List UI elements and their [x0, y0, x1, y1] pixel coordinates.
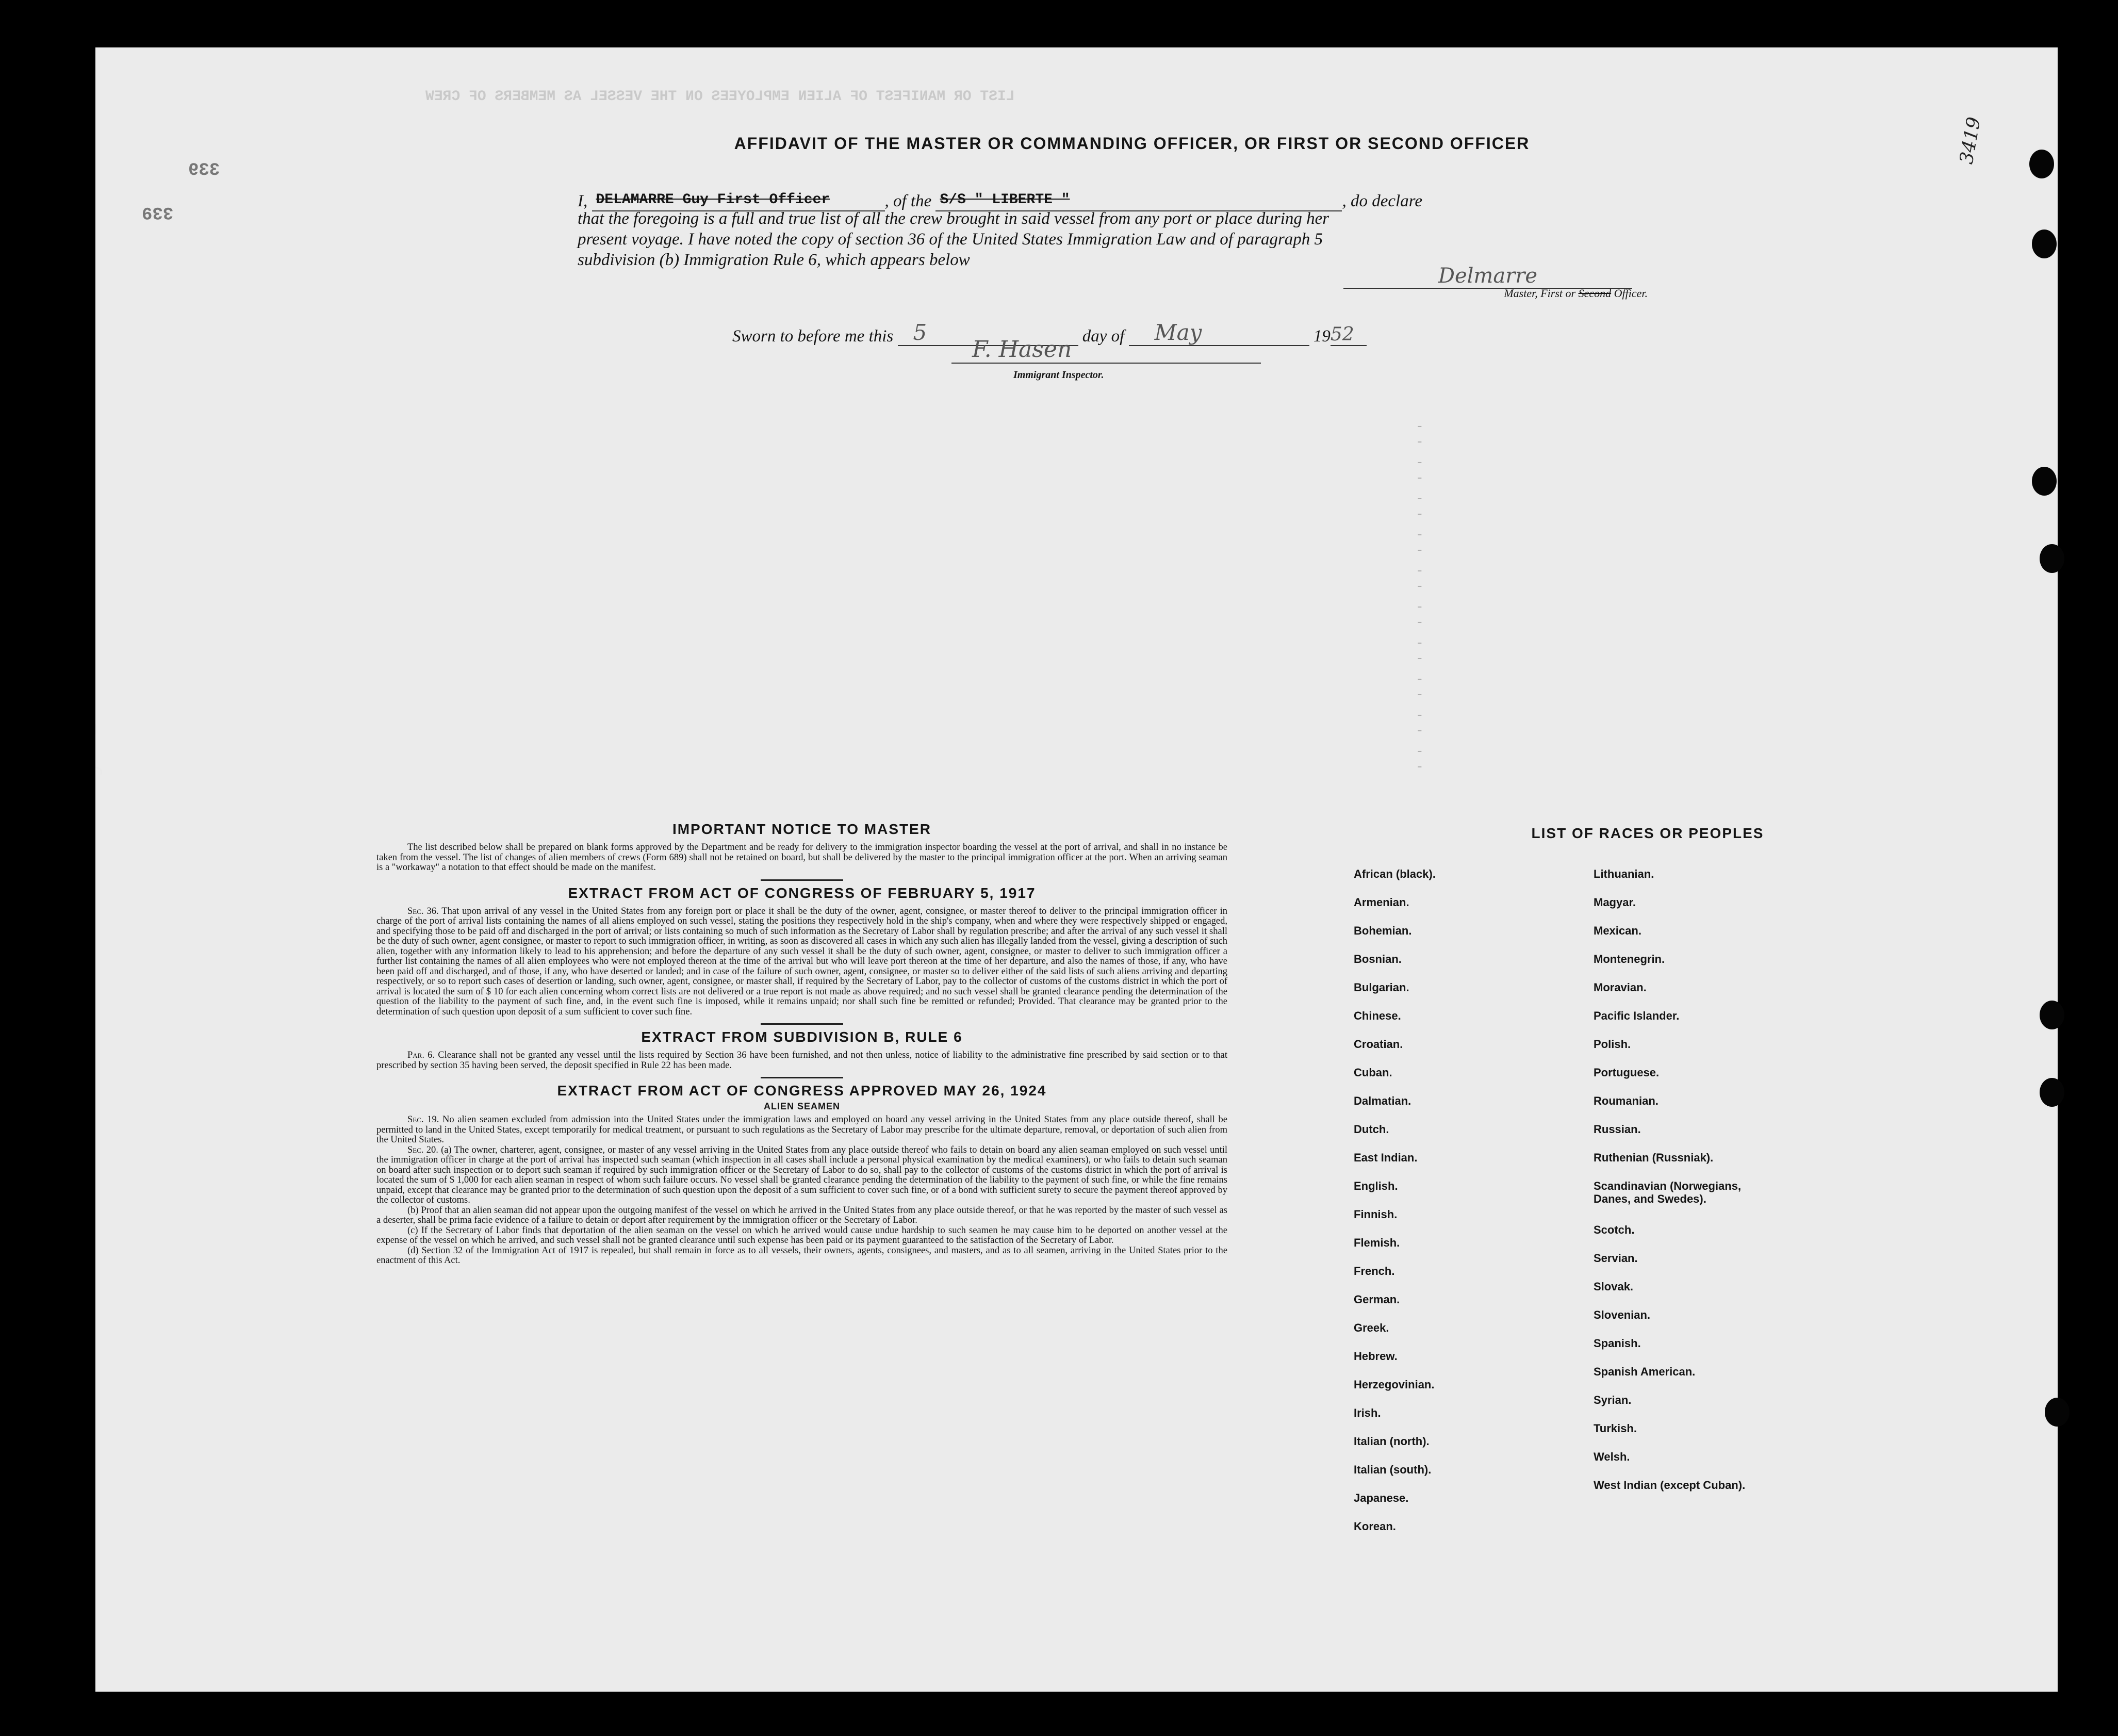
- race-item: Spanish American.: [1594, 1365, 1696, 1378]
- race-item: Croatian.: [1354, 1038, 1403, 1051]
- sec20-label: Sec. 20.: [407, 1144, 438, 1155]
- rule-6-body: [376, 1051, 1227, 1071]
- race-item: Portuguese.: [1594, 1066, 1660, 1079]
- divider: [761, 1023, 843, 1025]
- punch-hole: [2040, 544, 2064, 573]
- act-1917-body: [376, 907, 1227, 1018]
- affidavit-line-2: that the foregoing is a full and true list of all the crew brought in said vessel from any port or place during her: [578, 209, 1329, 228]
- race-item: Moravian.: [1594, 981, 1647, 994]
- race-item: German.: [1354, 1293, 1400, 1306]
- master-signature: Delmarre: [1343, 264, 1632, 289]
- race-item: English.: [1354, 1180, 1398, 1192]
- rule-6-text: Clearance shall not be granted any vessel until the lists required by Section 36 have been furnished, and not then unless, notice of liability to the administrative fine prescribed by said section or to that prescribed by section 35 having been served, the deposit specified in Rule 22 has been made.: [376, 1050, 1228, 1071]
- race-item: Lithuanian.: [1594, 867, 1654, 880]
- sec19-text: No alien seamen excluded from admission into the United States under the immigration laws and employed on board any vessel arriving in the United States from any place outside thereof, shall be permitted to land in the United States, except temporarily for medical treatment, or pursuant to such regulations as the Secretary of Labor may prescribe for the ultimate departure, removal, or deportation of such alien from the United States.: [376, 1115, 1227, 1145]
- act-1917-section: Sec. 36.: [407, 906, 439, 916]
- race-item: Cuban.: [1354, 1066, 1392, 1079]
- race-item: Herzegovinian.: [1354, 1378, 1435, 1391]
- race-item: Roumanian.: [1594, 1094, 1659, 1107]
- vessel-prefix: , of the: [884, 192, 932, 210]
- race-item: Bulgarian.: [1354, 981, 1409, 994]
- sec20a-text: (a) The owner, charterer, agent, consignee, or master of any vessel arriving in the United States from any place outside thereof who fails to detain on board any alien seaman employed on such vessel until the immigration officer in charge at the port of arrival has inspected such seaman (which inspection in all cases shall include a personal physical examination by the medical examiners), or who fails to detain such seaman on board after such inspection or to deport such seaman if required by such immigration officer or the Secretary of Labor to do so, shall pay to the collector of customs of the customs district in which the port of arrival is located the sum of $ 1,000 for each alien seaman in respect of whom such failure occurs. No vessel shall be granted clearance pending the determination of the liability to the payment of such fine, or while the fine remains unpaid, except that clearance may be granted prior to the determination of such question upon the deposit of a sum sufficient to cover such fine, or of a bond with sufficient surety to secure the payment thereof approved by the collector of customs.: [376, 1144, 1228, 1205]
- year-prefix: 19: [1313, 327, 1331, 346]
- race-item: Japanese.: [1354, 1492, 1409, 1504]
- inspector-signature: F. Hasen: [951, 336, 1261, 364]
- race-item: Montenegrin.: [1594, 953, 1665, 965]
- race-item: Polish.: [1594, 1038, 1631, 1051]
- act-1924-sec19: [376, 1115, 1227, 1145]
- act-1924-title: EXTRACT FROM ACT OF CONGRESS APPROVED MAY 26, 1924: [557, 1083, 1047, 1099]
- race-item: Bohemian.: [1354, 924, 1412, 937]
- pencil-squiggle: [95, 708, 106, 780]
- divider: [761, 1077, 843, 1078]
- officer-name: DELAMARRE Guy First Officer: [596, 192, 830, 208]
- race-item: Ruthenian (Russniak).: [1594, 1151, 1714, 1164]
- bleed-through-title: LIST OR MANIFEST OF ALIEN EMPLOYEES ON THE VESSEL AS MEMBERS OF CREW: [425, 89, 1015, 105]
- punch-hole: [2032, 230, 2057, 258]
- act-1917-title: EXTRACT FROM ACT OF CONGRESS OF FEBRUARY 5, 1917: [568, 885, 1036, 901]
- race-item: Mexican.: [1594, 924, 1641, 937]
- declarant-prefix: I,: [578, 192, 588, 210]
- day-of-text: day of: [1082, 327, 1125, 346]
- race-item: Servian.: [1594, 1252, 1638, 1265]
- legal-notices: [376, 821, 1227, 1266]
- race-item: Scotch.: [1594, 1223, 1635, 1236]
- inspector-caption: Immigrant Inspector.: [1013, 369, 1104, 381]
- race-item: Hebrew.: [1354, 1350, 1398, 1363]
- race-item: Slovak.: [1594, 1280, 1634, 1293]
- race-item: Armenian.: [1354, 896, 1409, 909]
- sworn-day: 5: [898, 320, 1078, 346]
- affidavit-title: AFFIDAVIT OF THE MASTER OR COMMANDING OFFICER, OR FIRST OR SECOND OFFICER: [734, 134, 1530, 153]
- master-caption-a: Master, First or: [1504, 287, 1576, 300]
- race-item: African (black).: [1354, 867, 1436, 880]
- race-item: Chinese.: [1354, 1009, 1401, 1022]
- punch-hole: [2032, 467, 2057, 496]
- race-item: Scandinavian (Norwegians, Danes, and Swedes).: [1594, 1180, 1742, 1205]
- race-item: East Indian.: [1354, 1151, 1418, 1164]
- punch-hole: [2040, 1001, 2064, 1029]
- race-item: Italian (north).: [1354, 1435, 1430, 1448]
- race-item: Magyar.: [1594, 896, 1636, 909]
- race-item: Bosnian.: [1354, 953, 1402, 965]
- page-stamp: 339: [142, 202, 174, 222]
- race-item: Syrian.: [1594, 1394, 1632, 1406]
- page-stamp-mirrored: 339: [188, 161, 220, 181]
- affidavit-line-4: subdivision (b) Immigration Rule 6, which appears below: [578, 251, 970, 269]
- race-item: Korean.: [1354, 1520, 1396, 1533]
- rule-6-title: EXTRACT FROM SUBDIVISION B, RULE 6: [641, 1029, 963, 1045]
- sec19-label: Sec. 19.: [407, 1115, 439, 1125]
- race-item: Slovenian.: [1594, 1308, 1651, 1321]
- act-1924-subtitle: ALIEN SEAMEN: [763, 1101, 840, 1111]
- handwritten-corner-mark: 3419: [1956, 115, 1985, 166]
- race-item: Flemish.: [1354, 1236, 1400, 1249]
- act-1924-sec20d: (d) Section 32 of the Immigration Act of 1917 is repealed, but shall remain in force as to all vessels, their owners, agents, consignees, and masters, and as to all seamen, arriving in the United States prior to the enactment of this Act.: [376, 1245, 1227, 1266]
- master-caption-b: Second: [1578, 287, 1612, 300]
- race-item: French.: [1354, 1265, 1395, 1278]
- race-item: Dalmatian.: [1354, 1094, 1411, 1107]
- race-item: Finnish.: [1354, 1208, 1398, 1221]
- race-item: Welsh.: [1594, 1450, 1630, 1463]
- race-item: Italian (south).: [1354, 1463, 1432, 1476]
- declare-suffix: , do declare: [1342, 192, 1422, 210]
- act-1924-sec20b: (b) Proof that an alien seaman did not appear upon the outgoing manifest of the vessel on which he arrived in the United States from any place outside thereof, or that he was reported by the master of such vessel as a deserter, shall be prima facie evidence of a failure to detain or deport after requirement by the immigration officer or the Secretary of Labor.: [376, 1205, 1227, 1225]
- race-item: Turkish.: [1594, 1422, 1637, 1435]
- punch-hole: [2040, 1078, 2064, 1107]
- vessel-name: S/S " LIBERTE ": [940, 192, 1070, 208]
- master-caption: [1359, 287, 1648, 300]
- sworn-month: May: [1129, 320, 1309, 346]
- race-item: Dutch.: [1354, 1123, 1389, 1136]
- manifest-page: LIST OR MANIFEST OF ALIEN EMPLOYEES ON THE VESSEL AS MEMBERS OF CREW 339 339 3419 - - - - - - - - - - - - - - - - - - - - AFFIDAVIT OF THE MASTER OR COMMANDING OFFICER, OR FIRST OR SECOND OFFICER I, DELAMARRE Guy First Officer , of the S/S " LIBERTE " , do declare that the foregoing is a full and true list of all the crew brought in said vessel from any port or place during her present voyage. I have noted the copy of section 36 of the United States Immigration Law and of paragraph 5 subdivision (b) Immigration Rule 6, which appears below Delmarre Master, First or Second Officer. Sworn to before me this 5 day of May 1952 F. Hasen Immigrant Inspector. IMPORTANT NOTICE TO MASTER The list described below shall be prepared on blank forms approved by the Department and be ready for delivery to the immigration inspector boarding the vessel at the port of arrival, and shall in no instance be taken from the vessel. The list of changes of alien members of crews (Form 689) shall not be retained on board, but shall be delivered by the master to the principal immigration officer at the port. When an arriving seaman is a "workaway" a notation to that effect should be made on the manifest. EXTRACT FROM ACT OF CONGRESS OF FEBRUARY 5, 1917 Sec. 36. That upon arrival of any vessel in the United States from any foreign port or place it shall be the duty of the owner, agent, consignee, or master thereof to deliver to the principal immigration officer in charge of the port of arrival lists containing the names of all aliens employed on such vessel, stating the positions they respectively hold in the ship's company, when and where they were respectively shipped or engaged, and specifying those to be paid off and discharged in the port of arrival; or lists containing so much of such information as the Secretary of Labor shall by regulation prescribe; and after the arrival of any such vessel it shall be the duty of such owner, agent consignee, or master to report to such immigration officer, in writing, as soon as discovered all cases in which any such alien has illegally landed from the vessel, giving a description of such alien, together with any information likely to lead to his apprehension; and before the departure of any such vessel it shall be the duty of such owner, agent, consignee, or master to deliver to such immigration officer a further list containing the names of all alien employees who were not employed thereon at the time of the arrival but who will leave port thereon at the time of her departure, and also the names of those, if any, who have been paid off and discharged, and of those, if any, who have deserted or landed; and in case of the failure of such owner, agent, consignee, or master so to deliver either of the said lists of such aliens arriving and departing respectively, or so to report such cases of desertion or landing, such owner, agent, consignee, or master shall, if required by the Secretary of Labor, pay to the collector of customs of the customs district in which the port of arrival is located the sum of $ 10 for each alien concerning whom correct lists are not delivered or a true report is not made as above required; and no such vessel shall be granted clearance pending the determination of the question of the liability to the payment of such fine, and, in the event such fine is imposed, while it remains unpaid; nor shall such fine be remitted or refunded; Provided. That clearance may be granted prior to the determination of such question upon deposit of a sum sufficient to cover such fine. EXTRACT FROM SUBDIVISION B, RULE 6 Par. 6. Clearance shall not be granted any vessel until the lists required by Section 36 have been furnished, and not then unless, notice of liability to the administrative fine prescribed by said section or to that prescribed by section 35 having been served, the deposit specified in Rule 22 has been made. EXTRACT FROM ACT OF CONGRESS APPROVED MAY 26, 1924 ALIEN SEAMEN Sec. 19. No alien seamen excluded from admission into the United States under the immigration laws and employed on board any vessel arriving in the United States from any place outside thereof, shall be permitted to land in the United States, except temporarily for medical treatment, or pursuant to such regulations as the Secretary of Labor may prescribe for the ultimate departure, removal, or deportation of such alien from the United States. Sec. 20. (a) The owner, charterer, agent, consignee, or master of any vessel arriving in the United States from any place outside thereof who fails to detain on board any alien seaman employed on such vessel until the immigration officer in charge at the port of arrival has inspected such seaman (which inspection in all cases shall include a personal physical examination by the medical examiners), or who fails to detain such seaman on board after such inspection or to deport such seaman if required by such immigration officer or the Secretary of Labor to do so, shall pay to the collector of customs of the customs district in which the port of arrival is located the sum of $ 1,000 for each alien seaman in respect of whom such failure occurs. No vessel shall be granted clearance pending the determination of the liability to the payment of such fine, or while the fine remains unpaid, except that clearance may be granted prior to the determination of such question upon the deposit of a sum sufficient to cover such fine, or of a bond with sufficient surety to secure the payment thereof approved by the collector of customs. (b) Proof that an alien seaman did not appear upon the outgoing manifest of the vessel on which he arrived in the United States from any place outside thereof, or that he was reported by the master of such vessel as a deserter, shall be prima facie evidence of a failure to detain or deport after requirement by the immigration officer or the Secretary of Labor. (c) If the Secretary of Labor finds that deportation of the alien seaman on the vessel on which he arrived would cause undue hardship to such seamen he may cause him to be deported on another vessel at the expense of the vessel on which he arrived, and such vessel shall not be granted clearance until such expense has been paid or its payment guaranteed to the satisfaction of the Secretary of Labor. (d) Section 32 of the Immigration Act of 1917 is repealed, but shall remain in force as to all vessels, their owners, agents, consignees, and masters, and as to all seamen, arriving in the United States prior to the enactment of this Act. LIST OF RACES OR PEOPLES African (black). Armenian. Bohemian. Bosnian. Bulgarian. Chinese. Croatian. Cuban. Dalmatian. Dutch. East Indian. English. Finnish. Flemish. French. German. Greek. Hebrew. Herzegovinian. Irish. Italian (north). Italian (south). Japanese. Korean. Lithuanian. Magyar. Mexican. Montenegrin. Moravian. Pacific Islander. Polish. Portuguese. Roumanian. Russian. Ruthenian (Russniak). Scandinavian (Norwegians, Danes, and Swedes). Scotch. Servian. Slovak. Slovenian. Spanish. Spanish American. Syrian. Turkish. Welsh. West Indian (except Cuban).: [95, 47, 2058, 1692]
- race-item: Greek.: [1354, 1321, 1389, 1334]
- punch-hole: [2029, 150, 2054, 178]
- act-1924-sec20a: [376, 1145, 1227, 1206]
- punch-hole: [2045, 1398, 2070, 1427]
- race-item: West Indian (except Cuban).: [1594, 1479, 1746, 1492]
- affidavit-line-3: present voyage. I have noted the copy of section 36 of the United States Immigration Law and of paragraph 5: [578, 230, 1323, 249]
- race-item: Pacific Islander.: [1594, 1009, 1680, 1022]
- notice-title: IMPORTANT NOTICE TO MASTER: [672, 821, 932, 837]
- master-caption-c: Officer.: [1614, 287, 1648, 300]
- notice-body: The list described below shall be prepared on blank forms approved by the Department and be ready for delivery to the immigration inspector boarding the vessel at the port of arrival, and shall in no instance be taken from the vessel. The list of changes of alien members of crews (Form 689) shall not be retained on board, but shall be delivered by the master to the principal immigration officer at the port. When an arriving seaman is a "workaway" a notation to that effect should be made on the manifest.: [376, 842, 1227, 873]
- races-title: LIST OF RACES OR PEOPLES: [1531, 825, 1764, 841]
- rule-6-par: Par. 6.: [407, 1050, 435, 1060]
- sworn-text: Sworn to before me this: [732, 327, 894, 346]
- divider: [761, 879, 843, 881]
- race-item: Spanish.: [1594, 1337, 1641, 1350]
- act-1924-sec20c: (c) If the Secretary of Labor finds that deportation of the alien seaman on the vessel on which he arrived would cause undue hardship to such seamen he may cause him to be deported on another vessel at the expense of the vessel on which he arrived, and such vessel shall not be granted clearance until such expense has been paid or its payment guaranteed to the satisfaction of the Secretary of Labor.: [376, 1225, 1227, 1246]
- race-item: Russian.: [1594, 1123, 1641, 1136]
- year-suffix: 52: [1331, 324, 1367, 346]
- race-item: Irish.: [1354, 1406, 1381, 1419]
- act-1917-text: That upon arrival of any vessel in the United States from any foreign port or place it shall be the duty of the owner, agent, consignee, or master thereof to deliver to the principal immigration officer in charge of the port of arrival lists containing the names of all aliens employed on such vessel, stating the positions they respectively hold in the ship's company, when and where they were respectively shipped or engaged, and specifying those to be paid off and discharged in the port of arrival; or lists containing so much of such information as the Secretary of Labor shall by regulation prescribe; and after the arrival of any such vessel it shall be the duty of such owner, agent consignee, or master to report to such immigration officer, in writing, as soon as discovered all cases in which any such alien has illegally landed from the vessel, giving a description of such alien, together with any information likely to lead to his apprehension; and before the departure of any such vessel it shall be the duty of such owner, agent, consignee, or master to deliver to such immigration officer a further list containing the names of all alien employees who were not employed thereon at the time of the arrival but who will leave port thereon at the time of her departure, and also the names of those, if any, who have been paid off and discharged, and of those, if any, who have deserted or landed; and in case of the failure of such owner, agent, consignee, or master so to deliver either of the said lists of such aliens arriving and departing respectively, or so to report such cases of desertion or landing, such owner, agent, consignee, or master shall, if required by the Secretary of Labor, pay to the collector of customs of the customs district in which the port of arrival is located the sum of $ 10 for each alien concerning whom correct lists are not delivered or a true report is not made as above required; and no such vessel shall be granted clearance pending the determination of the question of the liability to the payment of such fine, and, in the event such fine is imposed, while it remains unpaid; nor shall such fine be remitted or refunded; Provided. That clearance may be granted prior to the determination of such question upon deposit of a sum sufficient to cover such fine.: [376, 906, 1227, 1017]
